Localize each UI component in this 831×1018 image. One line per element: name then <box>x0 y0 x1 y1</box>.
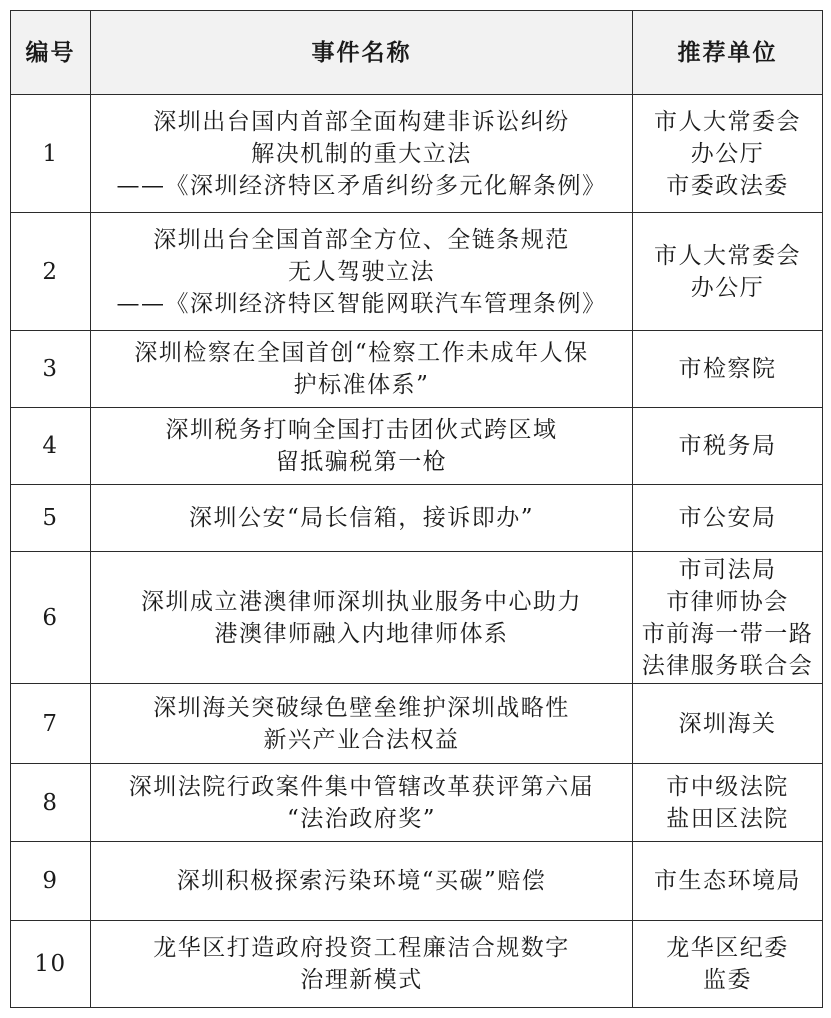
event-name-line: 深圳税务打响全国打击团伙式跨区域 <box>165 417 558 443</box>
event-name-cell <box>91 331 633 408</box>
table-row <box>11 552 823 684</box>
row-number: 5 <box>11 485 91 552</box>
unit-line: 市生态环境局 <box>654 868 801 894</box>
event-name-line: 深圳海关突破绿色壁垒维护深圳战略性 <box>153 694 570 721</box>
row-number: 9 <box>11 842 91 921</box>
unit-line: 深圳海关 <box>678 710 777 737</box>
event-name-cell <box>91 213 633 331</box>
table-row <box>11 408 823 485</box>
event-name-line: 无人驾驶立法 <box>288 258 435 285</box>
row-number: 8 <box>11 764 91 842</box>
table-row <box>11 331 823 408</box>
table-body <box>11 95 823 1008</box>
recommending-unit-cell <box>633 408 823 485</box>
event-name-line: 深圳积极探索污染环境“买碳”赔偿 <box>176 868 547 894</box>
events-table <box>10 10 823 1008</box>
recommending-unit-cell <box>633 921 823 1008</box>
table-row <box>11 213 823 331</box>
event-name-line: ——《深圳经济特区智能网联汽车管理条例》 <box>116 290 607 317</box>
row-number: 4 <box>11 408 91 485</box>
event-name-line: 深圳出台国内首部全面构建非诉讼纠纷 <box>153 108 570 135</box>
recommending-unit-cell <box>633 485 823 552</box>
event-name-line: 深圳法院行政案件集中管辖改革获评第六届 <box>128 773 595 800</box>
event-name-line: 港澳律师融入内地律师体系 <box>214 620 509 647</box>
header-number: 编号 <box>11 11 91 95</box>
event-name-line: 深圳成立港澳律师深圳执业服务中心助力 <box>141 588 582 615</box>
event-name-line: 治理新模式 <box>300 967 423 993</box>
table-row <box>11 921 823 1008</box>
event-name-line: 护标准体系” <box>293 372 430 398</box>
table-row <box>11 764 823 842</box>
event-name-line: “法治政府奖” <box>286 805 437 832</box>
event-name-cell <box>91 921 633 1008</box>
table-row <box>11 485 823 552</box>
recommending-unit-cell <box>633 552 823 684</box>
unit-line: 法律服务联合会 <box>641 652 814 679</box>
table-row <box>11 684 823 764</box>
unit-line: 市委政法委 <box>666 172 789 199</box>
unit-line: 市前海一带一路 <box>641 620 814 647</box>
unit-line: 市人大常委会 <box>654 108 801 135</box>
recommending-unit-cell <box>633 95 823 213</box>
event-name-cell <box>91 95 633 213</box>
unit-line: 盐田区法院 <box>666 805 789 832</box>
event-name-line: ——《深圳经济特区矛盾纠纷多元化解条例》 <box>116 172 607 199</box>
unit-line: 办公厅 <box>690 274 765 301</box>
row-number: 1 <box>11 95 91 213</box>
recommending-unit-cell <box>633 213 823 331</box>
event-name-line: 深圳检察在全国首创“检察工作未成年人保 <box>134 340 589 366</box>
row-number: 2 <box>11 213 91 331</box>
recommending-unit-cell <box>633 331 823 408</box>
event-name-line: 留抵骗税第一枪 <box>275 449 448 475</box>
unit-line: 市人大常委会 <box>654 242 801 269</box>
unit-line: 市中级法院 <box>666 773 789 800</box>
header-event-name: 事件名称 <box>91 11 633 95</box>
row-number: 7 <box>11 684 91 764</box>
row-number: 3 <box>11 331 91 408</box>
event-name-line: 新兴产业合法权益 <box>263 726 460 753</box>
recommending-unit-cell <box>633 842 823 921</box>
unit-line: 市检察院 <box>678 356 777 382</box>
event-name-cell <box>91 485 633 552</box>
event-name-cell <box>91 408 633 485</box>
unit-line: 市司法局 <box>678 556 777 583</box>
header-row <box>11 11 823 95</box>
event-name-cell <box>91 684 633 764</box>
table-row <box>11 842 823 921</box>
row-number: 10 <box>11 921 91 1008</box>
event-name-cell <box>91 764 633 842</box>
unit-line: 监委 <box>703 967 752 993</box>
event-name-cell <box>91 552 633 684</box>
unit-line: 龙华区纪委 <box>666 935 789 961</box>
row-number: 6 <box>11 552 91 684</box>
table-row <box>11 95 823 213</box>
unit-line: 市公安局 <box>678 505 777 531</box>
unit-line: 市税务局 <box>678 433 777 459</box>
event-name-line: 深圳出台全国首部全方位、全链条规范 <box>153 226 570 253</box>
event-name-line: 深圳公安“局长信箱，接诉即办” <box>188 505 535 531</box>
recommending-unit-cell <box>633 684 823 764</box>
event-name-cell <box>91 842 633 921</box>
event-name-line: 解决机制的重大立法 <box>251 140 472 167</box>
recommending-unit-cell <box>633 764 823 842</box>
header-recommending-unit: 推荐单位 <box>633 11 823 95</box>
unit-line: 办公厅 <box>690 140 765 167</box>
event-name-line: 龙华区打造政府投资工程廉洁合规数字 <box>153 935 570 961</box>
unit-line: 市律师协会 <box>666 588 789 615</box>
